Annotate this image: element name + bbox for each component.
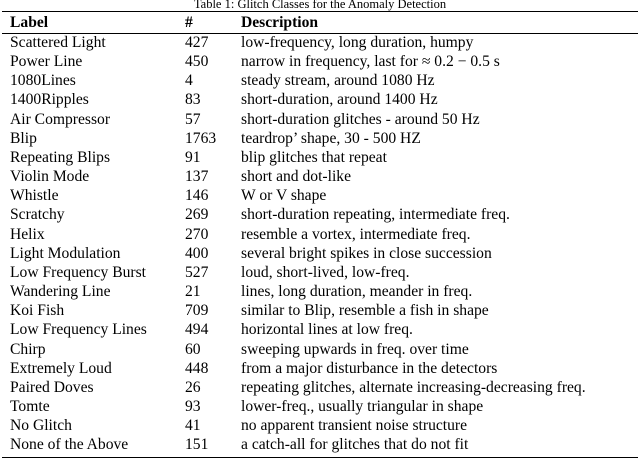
cell-description: narrow in frequency, last for ≈ 0.2 − 0.5 s <box>241 53 500 71</box>
cell-description: sweeping upwards in freq. over time <box>241 340 469 358</box>
cell-description: short and dot-like <box>241 168 352 186</box>
table-row <box>0 282 640 301</box>
cell-count: 269 <box>185 206 209 224</box>
cell-count: 83 <box>185 91 201 109</box>
table-row <box>0 225 640 244</box>
cell-description: short-duration repeating, intermediate freq. <box>241 206 510 224</box>
table-bottom-rule <box>2 457 638 458</box>
cell-count: 21 <box>185 283 201 301</box>
cell-count: 146 <box>185 187 209 205</box>
cell-count: 709 <box>185 302 209 320</box>
table-row <box>0 378 640 397</box>
table-row <box>0 90 640 109</box>
table-row <box>0 186 640 205</box>
cell-description: a catch-all for glitches that do not fit <box>241 436 469 454</box>
table-top-rule <box>2 11 638 12</box>
table-row <box>0 263 640 282</box>
cell-description: steady stream, around 1080 Hz <box>241 72 435 90</box>
cell-label: Whistle <box>10 187 59 205</box>
table-row <box>0 340 640 359</box>
cell-description: loud, short-lived, low-freq. <box>241 263 410 281</box>
cell-description: similar to Blip, resemble a fish in shape <box>241 302 489 320</box>
column-header-description: Description <box>241 14 319 31</box>
cell-description: repeating glitches, alternate increasing-decreasing freq. <box>241 378 586 396</box>
cell-count: 1763 <box>185 129 217 147</box>
cell-description: horizontal lines at low freq. <box>241 321 413 339</box>
cell-count: 400 <box>185 244 209 262</box>
cell-description: blip glitches that repeat <box>241 148 387 166</box>
cell-count: 270 <box>185 225 209 243</box>
table-row <box>0 244 640 263</box>
cell-count: 57 <box>185 110 201 128</box>
cell-label: Blip <box>10 129 37 147</box>
cell-count: 151 <box>185 436 209 454</box>
cell-label: Low Frequency Burst <box>10 263 146 281</box>
table-row <box>0 301 640 320</box>
cell-label: Light Modulation <box>10 244 121 262</box>
cell-count: 91 <box>185 148 201 166</box>
table-row <box>0 397 640 416</box>
table-row <box>0 148 640 167</box>
cell-label: Wandering Line <box>10 283 111 301</box>
cell-count: 137 <box>185 168 209 186</box>
cell-label: None of the Above <box>10 436 129 454</box>
cell-label: 1080Lines <box>10 72 76 90</box>
cell-description: short-duration glitches - around 50 Hz <box>241 110 480 128</box>
table-header-row <box>0 13 640 33</box>
cell-description: several bright spikes in close succession <box>241 244 492 262</box>
cell-count: 4 <box>185 72 193 90</box>
cell-description: no apparent transient noise structure <box>241 417 468 435</box>
cell-description: from a major disturbance in the detectors <box>241 359 498 377</box>
cell-description: lines, long duration, meander in freq. <box>241 283 473 301</box>
cell-count: 26 <box>185 378 201 396</box>
cell-label: 1400Ripples <box>10 91 89 109</box>
cell-count: 41 <box>185 417 201 435</box>
cell-count: 448 <box>185 359 209 377</box>
cell-label: Helix <box>10 225 45 243</box>
cell-label: Extremely Loud <box>10 359 112 377</box>
cell-label: Power Line <box>10 53 83 71</box>
cell-count: 60 <box>185 340 201 358</box>
table-row <box>0 359 640 378</box>
cell-description: lower-freq., usually triangular in shape <box>241 397 484 415</box>
cell-description: teardrop’ shape, 30 - 500 HZ <box>241 129 421 147</box>
column-header-count: # <box>185 14 193 31</box>
table-row <box>0 435 640 454</box>
cell-label: Violin Mode <box>10 168 90 186</box>
table-row <box>0 416 640 435</box>
glitch-classes-table <box>0 13 640 454</box>
cell-count: 93 <box>185 397 201 415</box>
cell-count: 527 <box>185 263 209 281</box>
table-body <box>0 33 640 454</box>
table-row <box>0 129 640 148</box>
cell-description: short-duration, around 1400 Hz <box>241 91 438 109</box>
cell-label: Scratchy <box>10 206 65 224</box>
table-row <box>0 320 640 339</box>
cell-label: Chirp <box>10 340 46 358</box>
table-row <box>0 167 640 186</box>
table-row <box>0 33 640 52</box>
cell-label: Low Frequency Lines <box>10 321 147 339</box>
cell-count: 494 <box>185 321 209 339</box>
table-row <box>0 52 640 71</box>
cell-label: Paired Doves <box>10 378 94 396</box>
cell-description: resemble a vortex, intermediate freq. <box>241 225 471 243</box>
cell-count: 427 <box>185 34 209 51</box>
column-header-label: Label <box>10 14 49 31</box>
cell-label: Air Compressor <box>10 110 111 128</box>
table-caption: Table 1: Glitch Classes for the Anomaly Detection <box>193 0 447 11</box>
cell-count: 450 <box>185 53 209 71</box>
cell-label: Tomte <box>10 397 50 415</box>
cell-label: Koi Fish <box>10 302 65 320</box>
cell-description: W or V shape <box>241 187 327 205</box>
cell-description: low-frequency, long duration, humpy <box>241 34 474 51</box>
cell-label: Repeating Blips <box>10 148 111 166</box>
table-row <box>0 205 640 224</box>
table-row <box>0 110 640 129</box>
cell-label: No Glitch <box>10 417 72 435</box>
cell-label: Scattered Light <box>10 34 106 51</box>
table-row <box>0 71 640 90</box>
